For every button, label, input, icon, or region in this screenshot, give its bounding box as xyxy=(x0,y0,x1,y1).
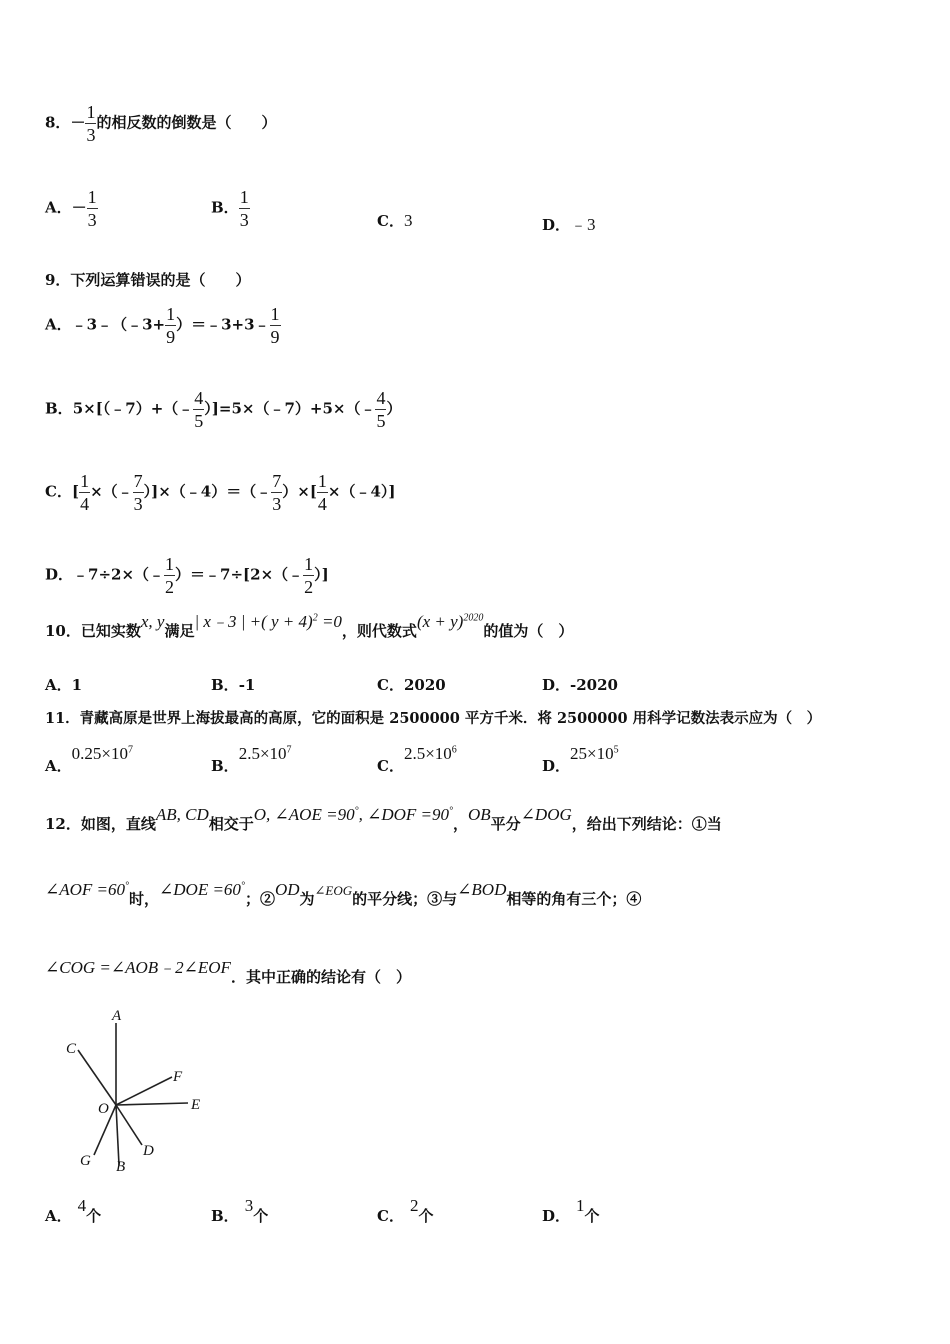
fraction: $\frac{1}{4}$ xyxy=(80,471,90,514)
q12-option-c[interactable]: C．2个 xyxy=(377,1196,434,1225)
fraction: $\frac{1}{9}$ xyxy=(270,304,280,347)
q12-option-b[interactable]: B．3个 xyxy=(211,1196,269,1225)
q10-option-d[interactable]: D．-2020 xyxy=(542,676,618,694)
q12-option-d[interactable]: D．1个 xyxy=(542,1196,600,1225)
q10-option-a[interactable]: A．1 xyxy=(45,676,83,694)
label-a: A xyxy=(112,1008,122,1024)
fraction: $\frac{1}{3}$ xyxy=(239,187,249,230)
question-12-line3: ∠COG =∠AOB﹣2∠EOF．其中正确的结论有（ ） xyxy=(45,958,411,986)
q8-option-d[interactable]: D．﹣3 xyxy=(542,215,596,234)
question-12-line1: 12．如图，直线AB, CD相交于O, ∠AOE =90°, ∠DOF =90°，OB平分∠DOG，给出下列结论：①当 xyxy=(45,805,722,833)
fraction: $\frac{7}{3}$ xyxy=(133,471,143,514)
q9-option-a[interactable]: A．﹣3﹣（﹣3+ $\frac{1}{9}$ ）＝﹣3+3﹣ $\frac{1}{9}$ xyxy=(45,304,280,347)
ray-oc xyxy=(78,1050,116,1105)
label-e: E xyxy=(191,1097,201,1113)
fraction: $\frac{1}{9}$ xyxy=(166,304,176,347)
ray-of xyxy=(116,1077,172,1105)
fraction: $\frac{4}{5}$ xyxy=(376,388,386,431)
ray-oe xyxy=(116,1103,188,1105)
fraction: $\frac{1}{2}$ xyxy=(165,554,175,597)
label-f: F xyxy=(173,1069,183,1085)
fraction: $\frac{1}{3}$ xyxy=(86,102,96,145)
ray-ob xyxy=(116,1105,119,1165)
question-11-stem: 11．青藏高原是世界上海拔最高的高原，它的面积是 2500000 平方千米．将 2500000 用科学记数法表示应为（ ） xyxy=(45,710,822,727)
fraction: $\frac{1}{4}$ xyxy=(317,471,327,514)
q9-option-d[interactable]: D．﹣7÷2×（﹣ $\frac{1}{2}$ ）＝﹣7÷[2×（﹣ $\frac{1}{2}$ ）] xyxy=(45,554,329,597)
q11-option-c[interactable]: C．$2.5\times 10^6$ xyxy=(377,744,457,775)
q9-option-c[interactable]: C．[ $\frac{1}{4}$ ×（﹣ $\frac{7}{3}$ ）]×（﹣4）＝（﹣ $\frac{7}{3}$ ）×[ $\frac{1}{4}$ ×（﹣4）] xyxy=(45,471,396,514)
fraction: $\frac{4}{5}$ xyxy=(194,388,204,431)
q8-option-a[interactable]: A．－ $\frac{1}{3}$ xyxy=(45,187,97,230)
label-b: B xyxy=(116,1159,126,1175)
q12-option-a[interactable]: A．4个 xyxy=(45,1196,102,1225)
fraction: $\frac{7}{3}$ xyxy=(272,471,282,514)
ray-od xyxy=(116,1105,142,1145)
label-g: G xyxy=(80,1153,91,1169)
q11-option-b[interactable]: B．$2.5\times 10^7$ xyxy=(211,744,292,775)
q10-option-b[interactable]: B．-1 xyxy=(211,676,256,694)
q9-option-b[interactable]: B．5×[（﹣7）+（﹣ $\frac{4}{5}$ ）]=5×（﹣7）+5×（﹣ $\frac{4}{5}$ ） xyxy=(45,388,402,431)
fraction: $\frac{1}{2}$ xyxy=(304,554,314,597)
q11-option-d[interactable]: D．$25\times 10^5$ xyxy=(542,744,619,775)
q8-option-b[interactable]: B． $\frac{1}{3}$ xyxy=(211,187,249,230)
q8-option-c[interactable]: C．3 xyxy=(377,211,413,230)
label-o: O xyxy=(98,1101,109,1117)
q11-option-a[interactable]: A．$0.25\times 10^7$ xyxy=(45,744,133,775)
question-9-stem: 9．下列运算错误的是（ ） xyxy=(45,271,251,289)
q10-option-c[interactable]: C．2020 xyxy=(377,676,446,694)
label-c: C xyxy=(66,1041,77,1057)
question-12-line2: ∠AOF =60°时，∠DOE =60°；②OD为∠EOG的平分线；③与∠BOD相等的角有三个；④ xyxy=(45,880,642,908)
label-d: D xyxy=(143,1143,154,1159)
question-10-stem: 10．已知实数x, y满足| x﹣3 | +( y + 4)$^2$ =0，则代数式$(x + y)^{2020}$的值为（ ） xyxy=(45,612,574,640)
geometry-figure xyxy=(60,1005,220,1180)
fraction: $\frac{1}{3}$ xyxy=(87,187,97,230)
question-8-stem: 8．－ $\frac{1}{3}$ 的相反数的倒数是（ ） xyxy=(45,102,277,145)
